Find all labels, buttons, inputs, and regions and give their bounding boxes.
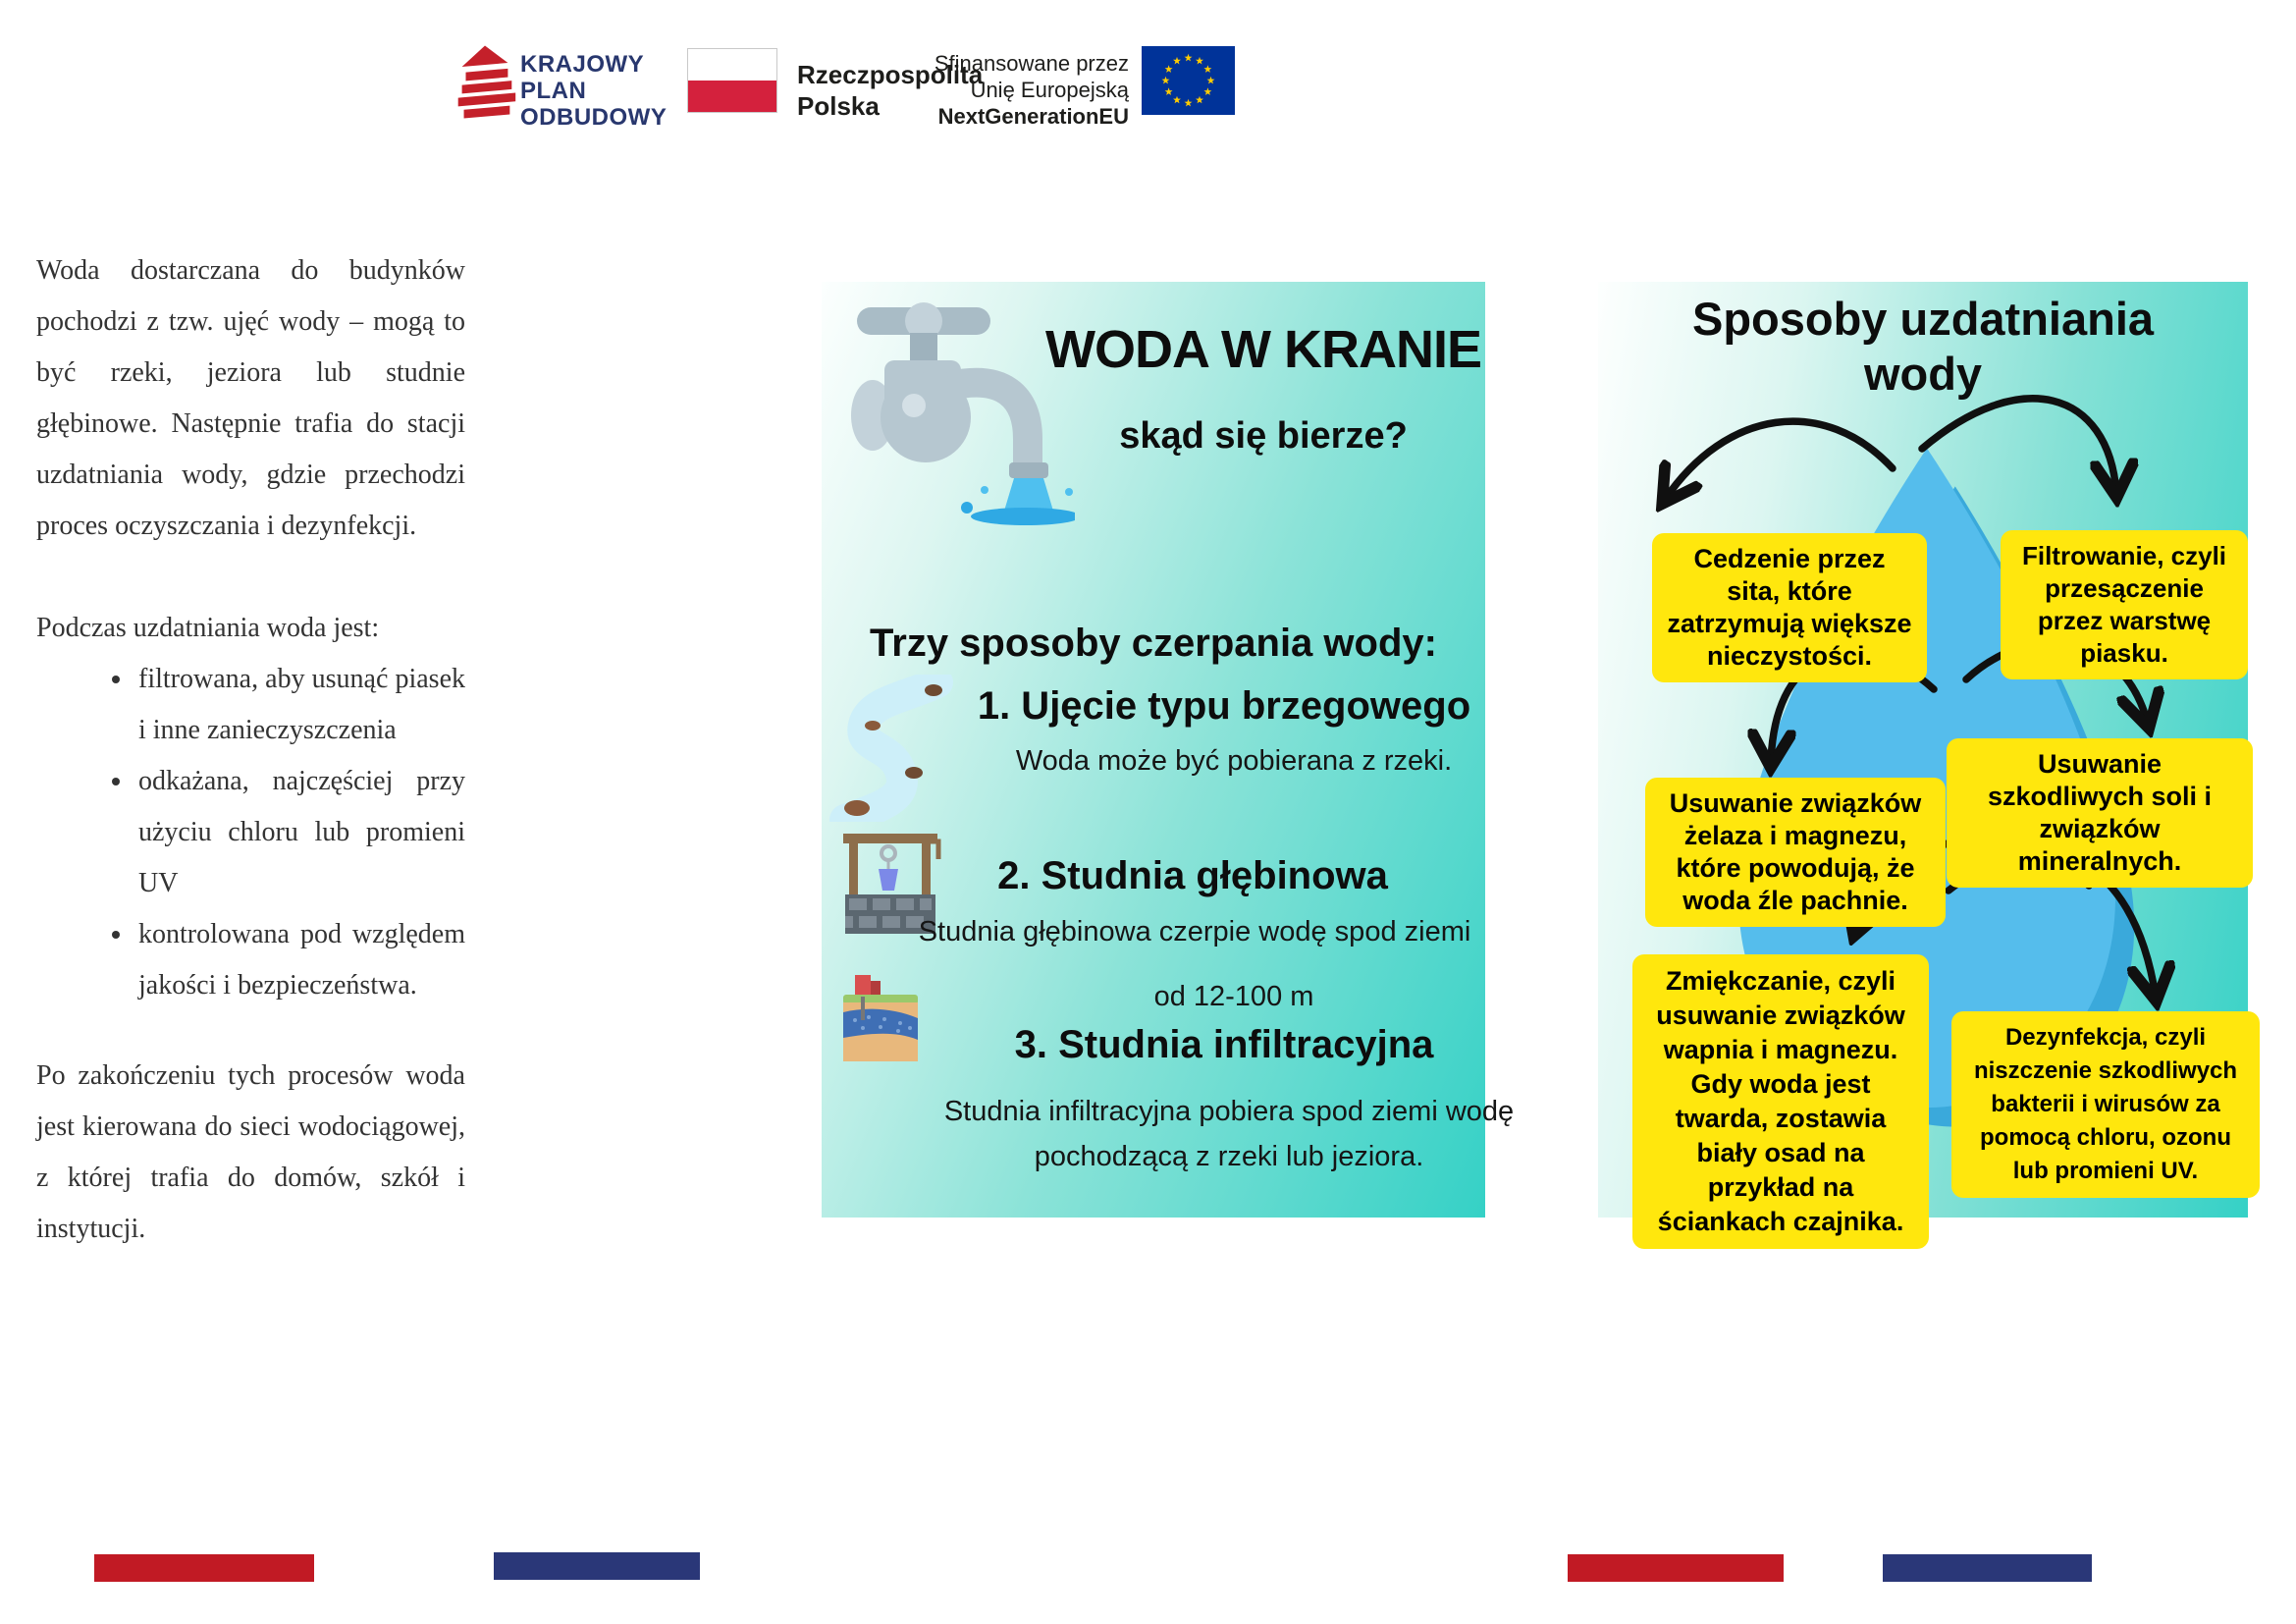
- arrow-to-cedzenie: [1665, 421, 1893, 500]
- label-usuwanie-soli: Usuwanie szkodliwych soli i związków mineralnych.: [1947, 738, 2253, 888]
- item3-description: Studnia infiltracyjna pobiera spod ziemi wodę pochodzącą z rzeki lub jeziora.: [943, 1096, 1515, 1172]
- paragraph-distribution: Po zakończeniu tych procesów woda jest kierowana do sieci wodociągowej, z której trafia do domów, szkół i instytucji.: [36, 1060, 465, 1244]
- poland-line2: Polska: [797, 91, 880, 121]
- kpo-line2: PLAN: [520, 78, 587, 104]
- poland-flag-icon: [687, 48, 777, 113]
- treatment-bullet-list: [36, 654, 465, 1011]
- middle-section-heading: Trzy sposoby czerpania wody:: [870, 622, 1437, 665]
- footer-bar-red-left: [94, 1554, 314, 1582]
- middle-title: WODA W KRANIE: [1045, 320, 1481, 379]
- label-usuwanie-zelaza: Usuwanie związków żelaza i magnezu, które powodują, że woda źle pachnie.: [1645, 778, 1946, 927]
- eu-flag-icon: [1142, 46, 1235, 115]
- bullet-controlled: • kontrolowana pod względem jakości i bezpieczeństwa.: [134, 909, 465, 1011]
- item2-description: Studnia głębinowa czerpie wodę spod ziemi: [918, 916, 1471, 947]
- right-title-line1: Sposoby uzdatniania: [1691, 293, 2155, 345]
- panel-sposoby-uzdatniania: [1598, 282, 2248, 1236]
- label-filtrowanie: Filtrowanie, czyli przesączenie przez warstwę piasku.: [2001, 530, 2248, 679]
- item2-heading: 2. Studnia głębinowa: [997, 854, 1388, 897]
- right-title-line2: wody: [1863, 348, 1983, 400]
- label-zmiekczanie: Zmiękczanie, czyli usuwanie związków wapnia i magnezu. Gdy woda jest twarda, zostawia biały osad na przykład na ściankach czajnika.: [1632, 954, 1929, 1249]
- arrow-to-filtrowanie: [1922, 399, 2116, 493]
- bullet-disinfected: • odkażana, najczęściej przy użyciu chloru lub promieni UV: [134, 756, 465, 909]
- footer-bar-navy-left: [494, 1552, 700, 1580]
- eu-line2: Unię Europejską: [970, 78, 1129, 102]
- panel-woda-w-kranie: [822, 282, 1515, 1218]
- label-cedzenie: Cedzenie przez sita, które zatrzymują większe nieczystości.: [1652, 533, 1927, 682]
- item1-description: Woda może być pobierana z rzeki.: [1015, 745, 1453, 777]
- middle-subtitle: skąd się bierze?: [1119, 415, 1408, 457]
- item1-heading: 1. Ujęcie typu brzegowego: [977, 684, 1471, 728]
- label-dezynfekcja: Dezynfekcja, czyli niszczenie szkodliwych bakterii i wirusów za pomocą chloru, ozonu lub promieni UV.: [1951, 1011, 2260, 1198]
- paragraph-water-source: Woda dostarczana do budynków pochodzi z tzw. ujęć wody – mogą to być rzeki, jeziora lub studnie głębinowe. Następnie trafia do stacji uzdatniania wody, gdzie przechodzi proces oczyszczania i dezynfekcji.: [36, 255, 465, 541]
- infiltration-well-icon: [841, 969, 920, 1065]
- bullet-filtered: • filtrowana, aby usunąć piasek i inne zanieczyszczenia: [134, 654, 465, 756]
- eu-line3: NextGenerationEU: [937, 104, 1129, 129]
- item2-depth: od 12-100 m: [1153, 981, 1314, 1012]
- eu-funding-label: [893, 50, 1129, 130]
- intro-text-column: [36, 245, 465, 1255]
- poland-line1: Rzeczpospolita: [797, 60, 984, 89]
- kpo-line3: ODBUDOWY: [520, 104, 667, 131]
- footer-bar-red-right: [1568, 1554, 1784, 1582]
- item3-heading: 3. Studnia infiltracyjna: [1014, 1023, 1434, 1066]
- paragraph-list-intro: Podczas uzdatniania woda jest:: [36, 613, 380, 643]
- right-title: [1598, 292, 2248, 402]
- kpo-logo: [447, 43, 523, 126]
- kpo-line1: KRAJOWY: [520, 51, 645, 78]
- footer-bar-navy-right: [1883, 1554, 2092, 1582]
- eu-line1: Sfinansowane przez: [934, 51, 1129, 76]
